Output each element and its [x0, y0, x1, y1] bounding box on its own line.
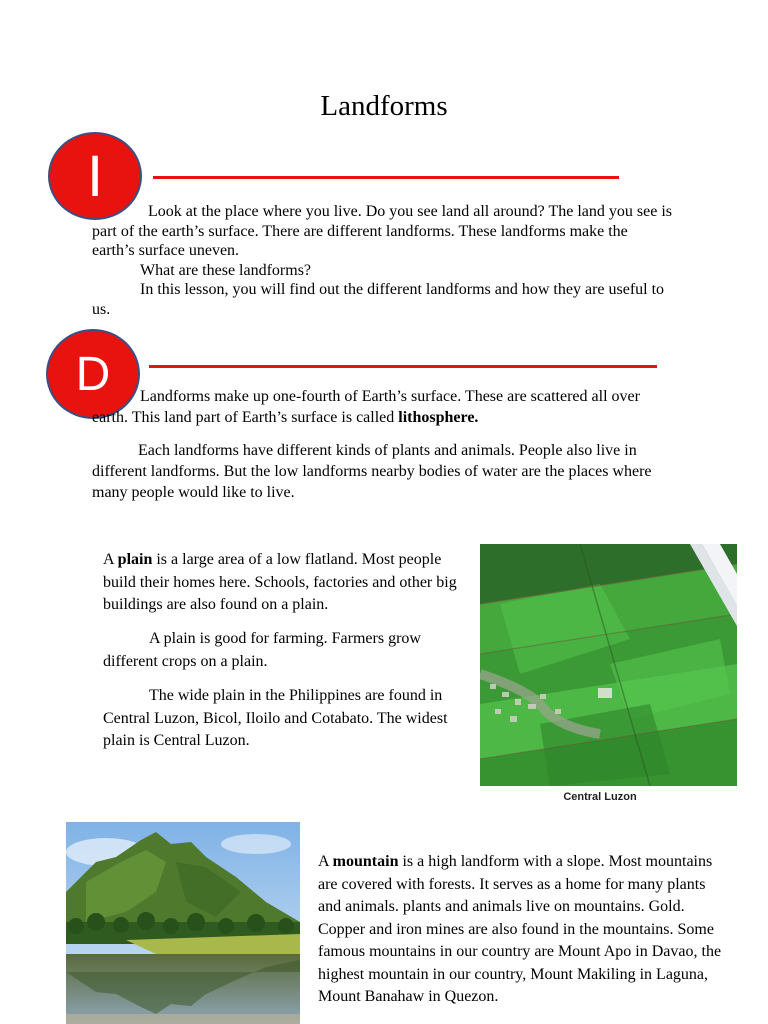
section-letter-discover: D: [75, 347, 111, 401]
mountain-term: mountain: [332, 853, 399, 870]
page-title: Landforms: [320, 90, 448, 122]
central-luzon-caption: Central Luzon: [563, 791, 637, 803]
discover-paragraph-1-text: Landforms make up one-fourth of Earth’s surface. These are scattered all over earth. This land part of Earth’s surface is called: [92, 388, 640, 426]
discover-paragraph-2: Each landforms have different kinds of plants and animals. People also live in different landforms. But the low landforms nearby bodies of water are the places where many people would like to live.: [92, 442, 652, 501]
plain-definition: is a large area of a low flatland. Most people build their homes here. Schools, factories and other big buildings are also found on a plain.: [103, 551, 457, 613]
mountain-landscape-image: [66, 822, 300, 1024]
central-luzon-photo: [480, 544, 737, 786]
plain-term: plain: [117, 551, 153, 568]
section-rule-discover: [149, 365, 657, 368]
section-rule-introduce: [153, 176, 619, 179]
mountain-paragraph-1: [318, 851, 728, 1009]
lithosphere-term: lithosphere.: [398, 409, 479, 426]
section-letter-introduce: I: [86, 143, 104, 209]
plain-paragraph-1: [103, 549, 465, 617]
intro-paragraph-2: What are these landforms?: [140, 262, 312, 279]
intro-paragraph-1: Look at the place where you live. Do you see land all around? The land you see is part of the earth’s surface. There are different landforms. These landforms make the earth’s surface uneven.: [92, 203, 672, 259]
plain-aerial-image: [480, 544, 737, 786]
mountain-definition: is a high landform with a slope. Most mountains are covered with forests. It serves as a home for many plants and animals. plants and animals live on mountains. Gold. Copper and iron mines are also found in the mountains. Some famous mountains in our country are Mount Apo in Davao, the highest mountain in our country, Mount Makiling in Laguna, Mount Banahaw in Quezon.: [318, 853, 722, 1005]
discover-paragraph-1: [92, 386, 674, 428]
plain-paragraph-2: A plain is good for farming. Farmers grow different crops on a plain.: [103, 630, 421, 670]
plain-paragraph-3: The wide plain in the Philippines are found in Central Luzon, Bicol, Iloilo and Cotabato. The widest plain is Central Luzon.: [103, 687, 448, 749]
intro-paragraph-3: In this lesson, you will find out the different landforms and how they are useful to us.: [92, 281, 665, 318]
plain-prefix: A: [103, 551, 118, 568]
mountain-photo: [66, 822, 300, 1024]
mountain-prefix: A: [318, 853, 333, 870]
